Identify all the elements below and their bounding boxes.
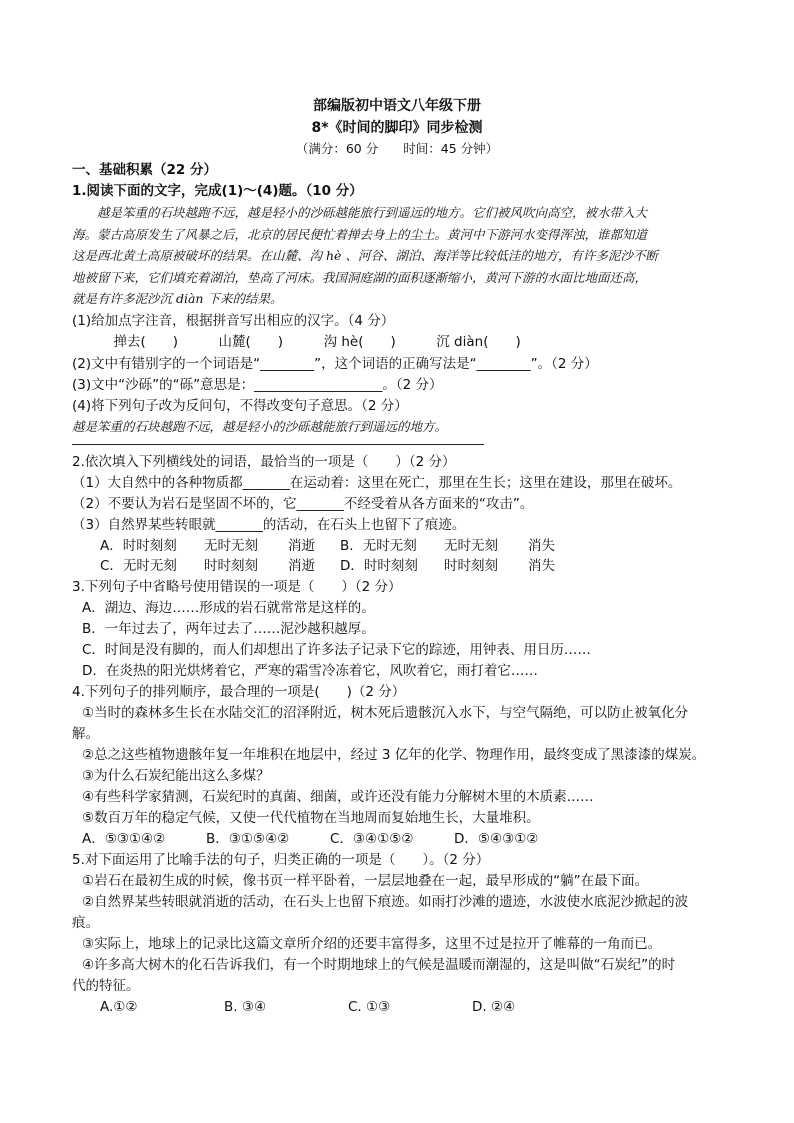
q4-option-d: D．⑤④③①②: [454, 831, 539, 847]
q1-sub3: (3)文中“沙砾”的“砾”意思是：___________________。（2 分）: [72, 377, 443, 393]
section-heading: 一、基础积累（22 分）: [72, 162, 217, 178]
q3-option-d: D．在炎热的阳光烘烤着它，严寒的霜雪冷冻着它，风吹着它，雨打着它……: [82, 663, 538, 679]
q2-option-cell: 消失: [528, 558, 555, 574]
q5-option-a: A.①②: [100, 999, 138, 1015]
q2-option-d: D．时时刻刻: [340, 558, 418, 574]
q4-line: 解。: [72, 726, 99, 742]
q4-options-row: [82, 829, 538, 849]
q1-sub4-sentence: 越是笨重的石块越跑不远，越是轻小的沙砾越能旅行到遥远的地方。: [72, 419, 448, 434]
q2-stem: 2.依次填入下列横线处的词语，最恰当的一项是（ ）（2 分）: [72, 454, 456, 470]
q5-options-row: [100, 997, 515, 1017]
q3-option-c: C．时间是没有脚的，而人们却想出了许多法子记录下它的踪迹，用钟表、用日历……: [82, 642, 591, 658]
q2-options-row: [100, 536, 555, 556]
q1-passage-line: 越是笨重的石块越跑不远，越是轻小的沙砾越能旅行到遥远的地方。它们被风吹向高空，被水带入大: [72, 205, 648, 220]
title-line-2: 8*《时间的脚印》同步检测: [311, 120, 483, 136]
q1-stem: 1.阅读下面的文字，完成(1)～(4)题。（10 分）: [72, 183, 363, 199]
q1-sub1-items: 掸去( ) 山麓( ) 沟 hè( ) 沉 diàn( ): [100, 334, 521, 350]
q1-sub4: (4)将下列句子改为反问句，不得改变句子意思。（2 分）: [72, 398, 408, 414]
q4-line: ②总之这些植物遗骸年复一年堆积在地层中，经过 3 亿年的化学、物理作用，最终变成了黑漆漆的煤炭。: [82, 747, 706, 763]
q2-option-cell: 时时刻刻: [204, 558, 258, 574]
q2-option-cell: 无时无刻: [204, 538, 258, 554]
q4-option-b: B．③①⑤④②: [206, 831, 290, 847]
q2-line: （2）不要认为岩石是坚固不坏的，它_______不经受着从各方面来的“攻击”。: [72, 496, 534, 512]
q2-line: （1）大自然中的各种物质都_______在运动着：这里在死亡，那里在生长；这里在建设，那里在破坏。: [72, 475, 682, 491]
q5-option-b: B. ③④: [224, 999, 267, 1015]
answer-line: [72, 444, 484, 445]
q5-stem: 5.对下面运用了比喻手法的句子，归类正确的一项是（ ）。（2 分）: [72, 852, 490, 868]
q5-line: ③实际上，地球上的记录比这篇文章所介绍的还要丰富得多，这里不过是拉开了帷幕的一角而已。: [82, 936, 662, 952]
q5-option-d: D. ②④: [472, 999, 516, 1015]
q5-line: ①岩石在最初生成的时候，像书页一样平卧着，一层层地叠在一起，最早形成的“躺”在最下面。: [82, 873, 649, 889]
q2-option-cell: 消逝: [288, 538, 315, 554]
q4-stem: 4.下列句子的排列顺序，最合理的一项是( )（2 分）: [72, 684, 406, 700]
q1-sub1: (1)给加点字注音，根据拼音写出相应的汉字。（4 分）: [72, 313, 395, 329]
q2-option-cell: 时时刻刻: [444, 558, 498, 574]
q5-line: ④许多高大树木的化石告诉我们，有一个时期地球上的气候是温暖而潮湿的，这是叫做“石炭纪”的时: [82, 957, 676, 973]
title-line-1: 部编版初中语文八年级下册: [313, 98, 481, 114]
q5-option-c: C. ①③: [348, 999, 391, 1015]
q4-option-a: A．⑤③①④②: [82, 831, 166, 847]
q2-options-row: [100, 556, 555, 576]
q3-option-a: A．湖边、海边……形成的岩石就常常是这样的。: [82, 600, 375, 616]
q2-option-cell: 无时无刻: [444, 538, 498, 554]
q3-stem: 3.下列句子中省略号使用错误的一项是（ ）（2 分）: [72, 579, 402, 595]
q2-line: （3）自然界某些转眼就_______的活动，在石头上也留下了痕迹。: [72, 517, 466, 533]
q2-option-c: C．无时无刻: [100, 558, 177, 574]
q4-option-c: C．③④①⑤②: [330, 831, 414, 847]
q1-sub2: (2)文中有错别字的一个词语是“________”，这个词语的正确写法是“________”。（2 分）: [72, 356, 598, 372]
q3-option-b: B．一年过去了，两年过去了……泥沙越积越厚。: [82, 621, 375, 637]
q4-line: ⑤数百万年的稳定气候，又使一代代植物在当地周而复始地生长，大量堆积。: [82, 810, 540, 826]
q5-line: ②自然界某些转眼就消逝的活动，在石头上也留下痕迹。如雨打沙滩的遗迹，水波使水底泥沙掀起的波: [82, 894, 689, 910]
q4-line: ③为什么石炭纪能出这么多煤？: [82, 768, 270, 784]
q5-line: 代的特征。: [72, 978, 140, 994]
q2-option-cell: 消逝: [288, 558, 315, 574]
q4-line: ①当时的森林多生长在水陆交汇的沼泽附近，树木死后遗骸沉入水下，与空气隔绝，可以防止被氧化分: [82, 705, 689, 721]
q1-passage-line: 海。蒙古高原发生了风暴之后，北京的居民便忙着掸去身上的尘土。黄河中下游河水变得浑浊，谁都知道: [72, 227, 648, 242]
q1-passage-line: 地被留下来，它们填充着湖泊，垫高了河床。我国洞庭湖的面积逐渐缩小，黄河下游的水面比地面还高，: [72, 270, 648, 285]
q4-line: ④有些科学家猜测，石炭纪时的真菌、细菌，或许还没有能力分解树木里的木质素……: [82, 789, 594, 805]
q2-option-cell: 消失: [528, 538, 555, 554]
q5-line: 痕。: [72, 915, 99, 931]
q2-option-b: B．无时无刻: [340, 538, 417, 554]
q1-passage-line: 这是西北黄土高原被破坏的结果。在山麓、沟 hè 、河谷、湖泊、海洋等比较低洼的地方，有许多泥沙不断: [72, 248, 658, 263]
q2-option-a: A．时时刻刻: [100, 538, 177, 554]
exam-info: （满分：60 分 时间：45 分钟）: [295, 141, 499, 156]
q1-passage-line: 就是有许多泥沙沉 diàn 下来的结果。: [72, 291, 283, 306]
